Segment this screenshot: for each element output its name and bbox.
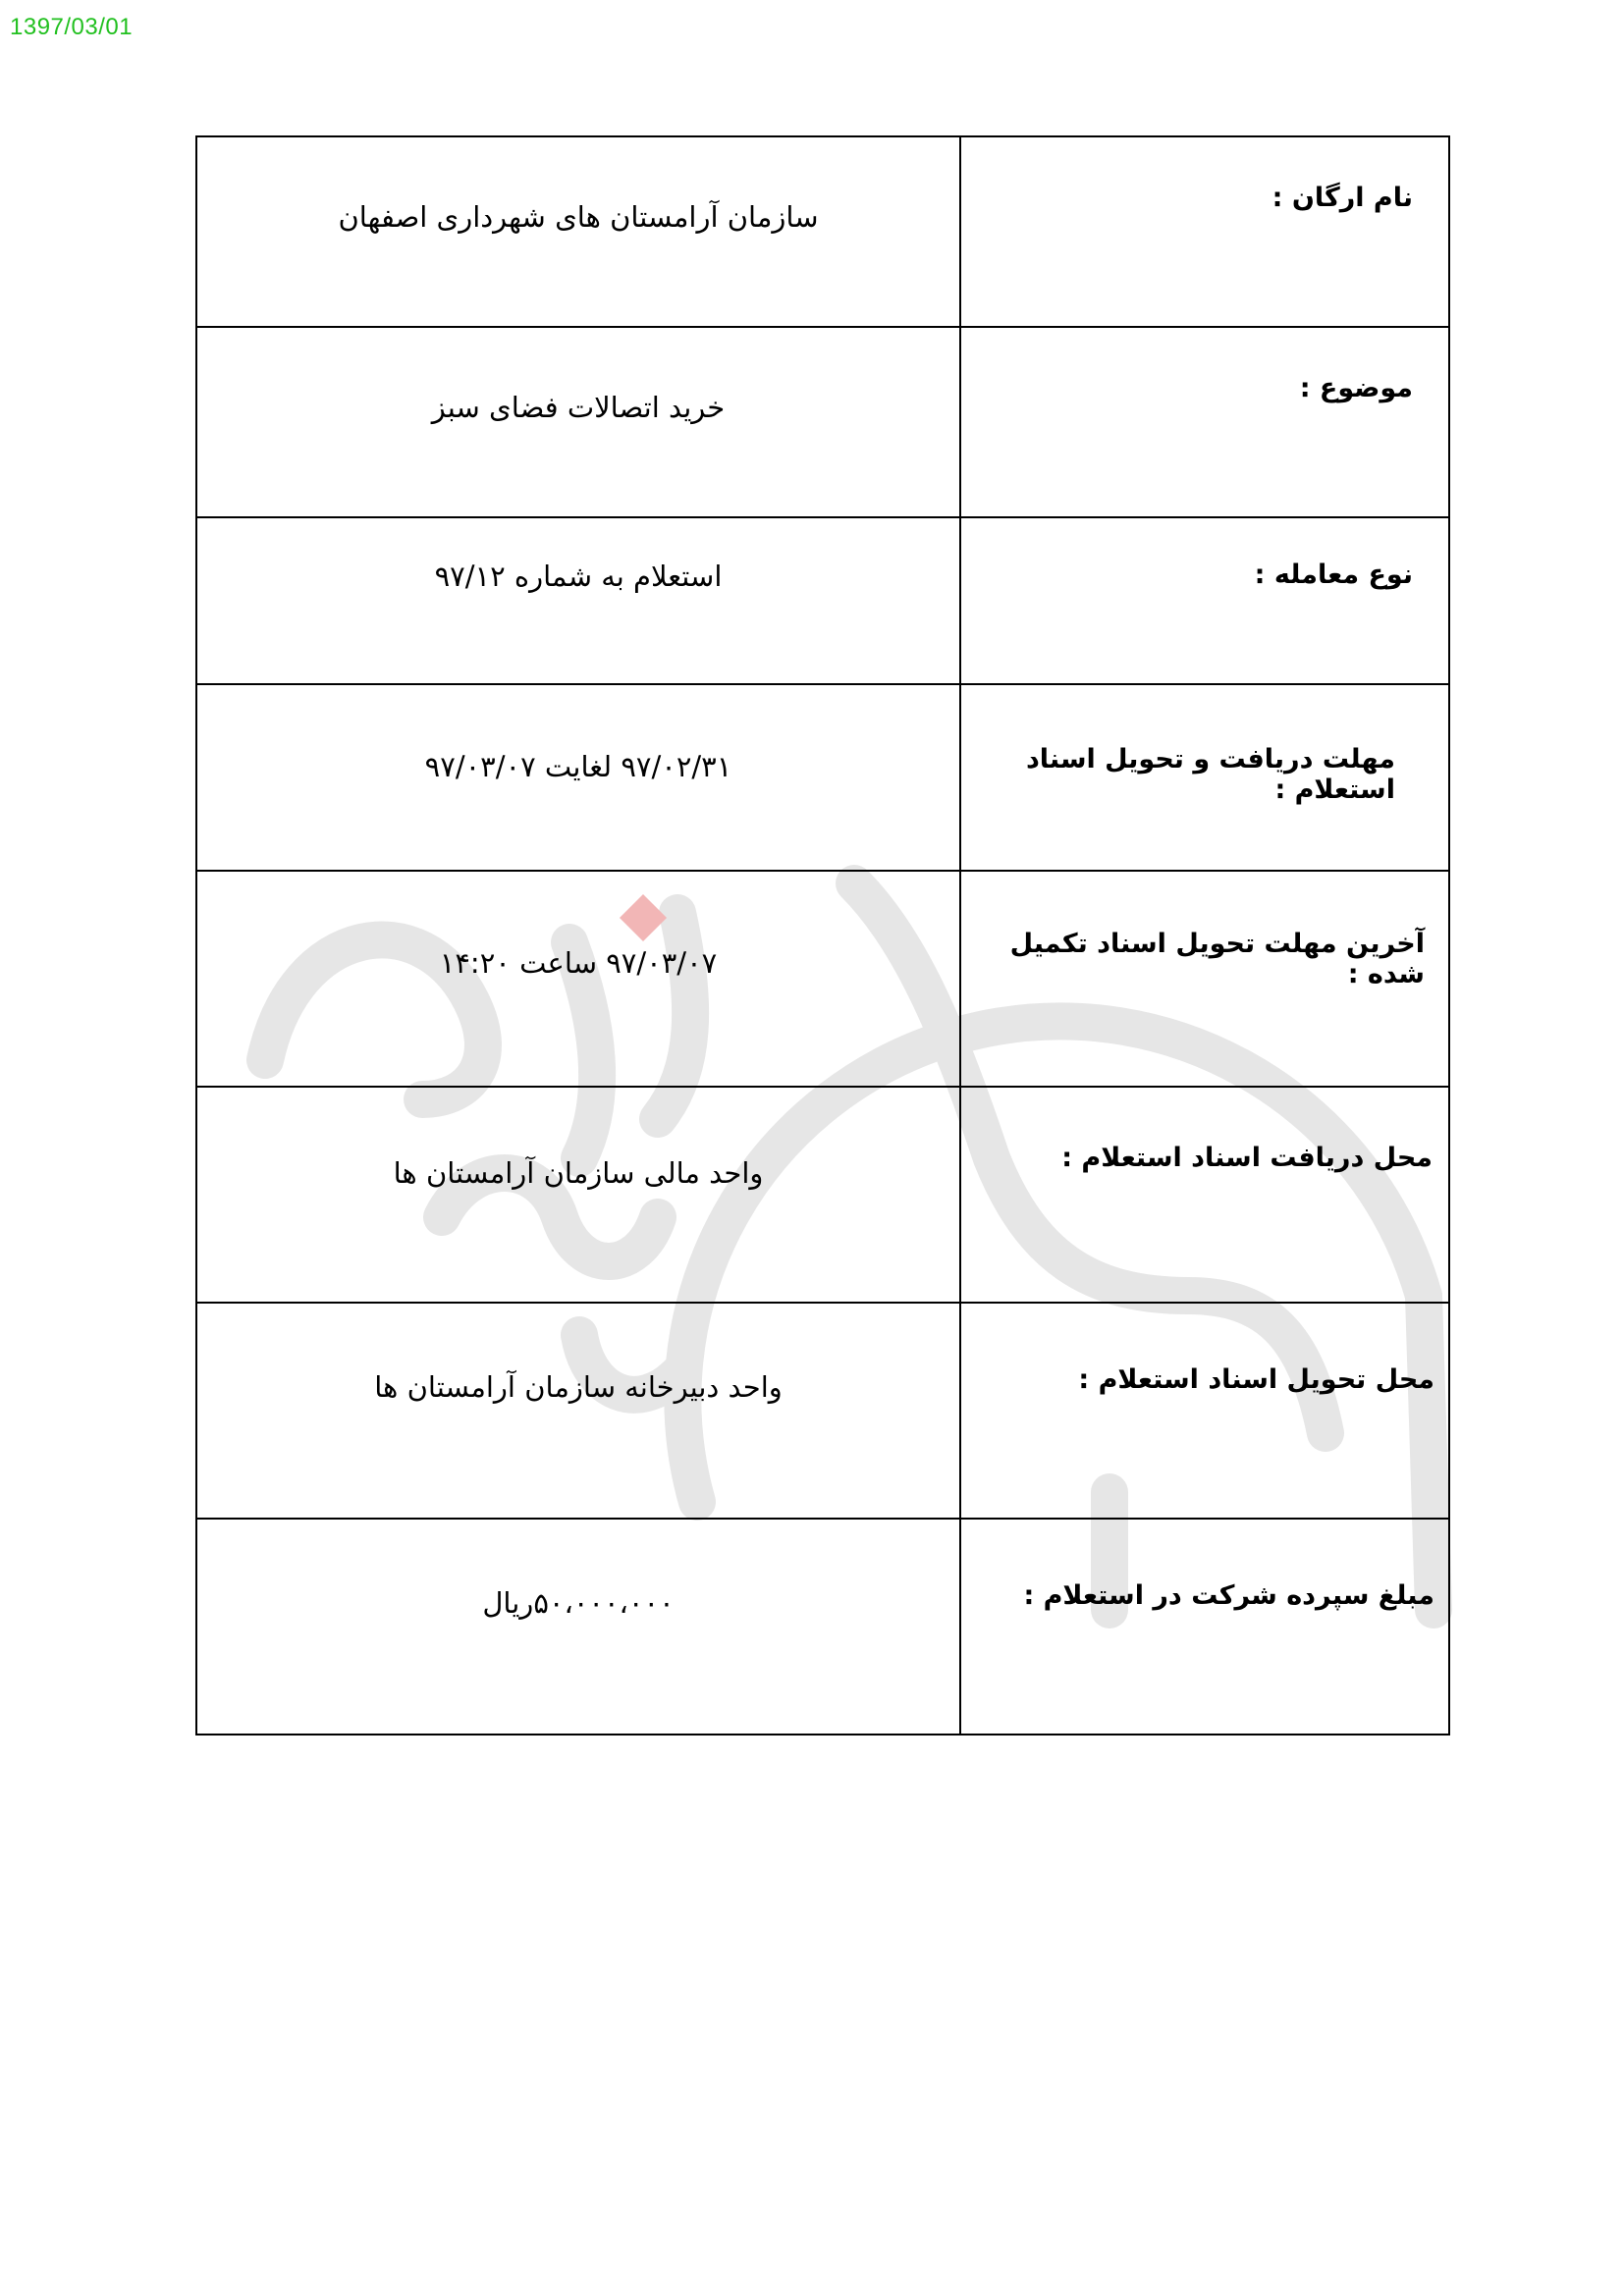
value-cell — [196, 1519, 960, 1735]
label-cell — [960, 1087, 1449, 1303]
deposit-amount-value: ۵۰،۰۰۰،۰۰۰ریال — [482, 1586, 675, 1620]
document-deadline-value: ۹۷/۰۲/۳۱ لغایت ۹۷/۰۳/۰۷ — [424, 750, 732, 783]
table-row — [196, 871, 1449, 1087]
value-cell — [196, 1087, 960, 1303]
final-deadline-label: آخرین مهلت تحویل اسناد تکمیل شده : — [1009, 929, 1425, 989]
value-cell — [196, 136, 960, 327]
delivery-location-value: واحد دبیرخانه سازمان آرامستان ها — [374, 1370, 783, 1404]
label-cell — [960, 684, 1449, 871]
value-cell — [196, 871, 960, 1087]
final-deadline-value: ۹۷/۰۳/۰۷ ساعت ۱۴:۲۰ — [439, 946, 718, 980]
label-cell — [960, 327, 1449, 517]
deposit-amount-label: مبلغ سپرده شرکت در استعلام : — [1023, 1580, 1434, 1611]
inquiry-details-table — [195, 135, 1450, 1735]
organization-label: نام ارگان : — [1271, 183, 1413, 213]
label-cell — [960, 1303, 1449, 1519]
value-cell — [196, 517, 960, 684]
table-row — [196, 1519, 1449, 1735]
subject-label: موضوع : — [1299, 373, 1413, 403]
table-row — [196, 1303, 1449, 1519]
table-row — [196, 517, 1449, 684]
transaction-type-label: نوع معامله : — [1254, 560, 1413, 590]
label-cell — [960, 871, 1449, 1087]
value-cell — [196, 1303, 960, 1519]
table-row — [196, 684, 1449, 871]
transaction-type-value: استعلام به شماره ۹۷/۱۲ — [434, 560, 723, 593]
label-cell — [960, 136, 1449, 327]
table-row — [196, 136, 1449, 327]
pickup-location-value: واحد مالی سازمان آرامستان ها — [393, 1156, 764, 1190]
table-row — [196, 1087, 1449, 1303]
document-deadline-label: مهلت دریافت و تحویل اسناد استعلام : — [1025, 744, 1395, 805]
pickup-location-label: محل دریافت اسناد استعلام : — [1061, 1143, 1433, 1173]
document-date: 1397/03/01 — [10, 14, 134, 40]
label-cell — [960, 517, 1449, 684]
value-cell — [196, 684, 960, 871]
organization-value: سازمان آرامستان های شهرداری اصفهان — [338, 200, 819, 234]
table-row — [196, 327, 1449, 517]
value-cell — [196, 327, 960, 517]
subject-value: خرید اتصالات فضای سبز — [431, 391, 726, 424]
delivery-location-label: محل تحویل اسناد استعلام : — [1078, 1364, 1434, 1395]
label-cell — [960, 1519, 1449, 1735]
